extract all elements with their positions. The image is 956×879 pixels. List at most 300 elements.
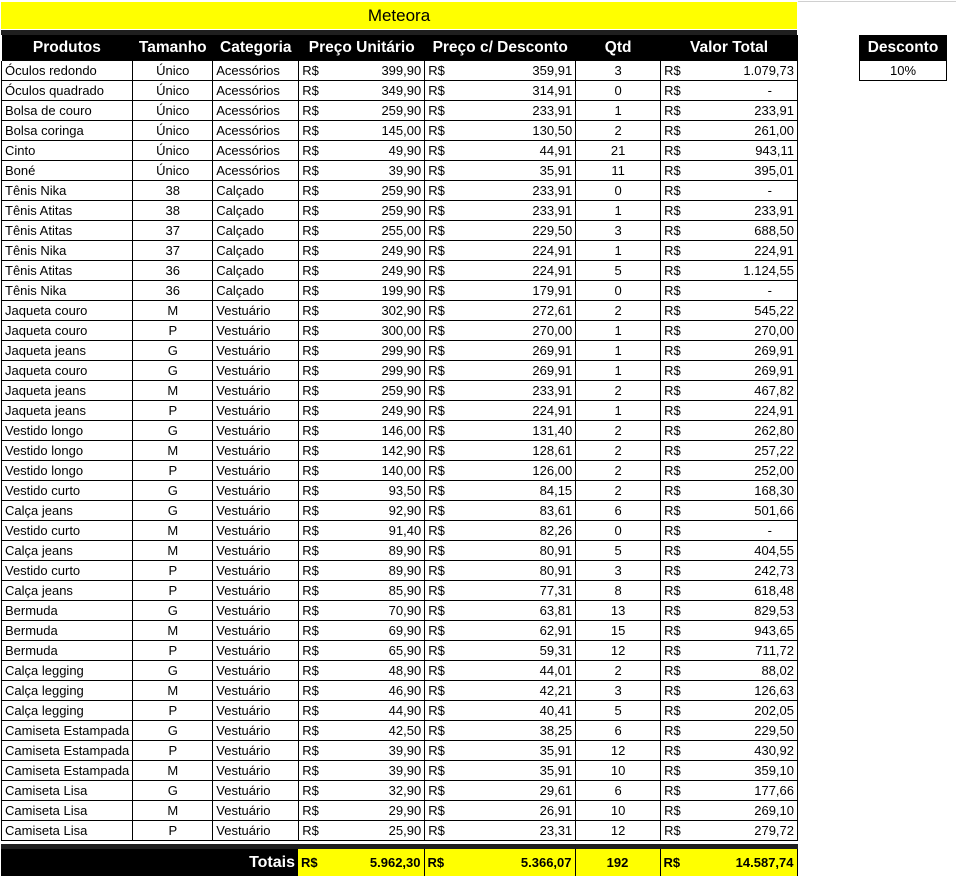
product-category[interactable]: Calçado (213, 221, 299, 241)
quantity[interactable]: 0 (576, 81, 661, 101)
unit-price-cell[interactable] (299, 581, 425, 601)
quantity[interactable]: 6 (576, 781, 661, 801)
product-name[interactable]: Tênis Atitas (2, 221, 133, 241)
total-value-cell[interactable] (661, 201, 798, 221)
discount-price-cell[interactable] (425, 821, 576, 841)
quantity[interactable]: 13 (576, 601, 661, 621)
discount-price-cell[interactable] (425, 521, 576, 541)
product-category[interactable]: Vestuário (213, 341, 299, 361)
product-category[interactable]: Vestuário (213, 581, 299, 601)
product-category[interactable]: Vestuário (213, 601, 299, 621)
header-produtos[interactable]: Produtos (2, 35, 133, 61)
unit-price-cell[interactable] (299, 461, 425, 481)
product-name[interactable]: Tênis Nika (2, 181, 133, 201)
total-value-cell[interactable] (661, 121, 798, 141)
product-category[interactable]: Vestuário (213, 801, 299, 821)
header-preco-desconto[interactable]: Preço c/ Desconto (425, 35, 576, 61)
product-name[interactable]: Jaqueta jeans (2, 341, 133, 361)
unit-price-cell[interactable] (299, 441, 425, 461)
product-name[interactable]: Tênis Atitas (2, 201, 133, 221)
unit-price-cell[interactable] (299, 501, 425, 521)
product-name[interactable]: Bermuda (2, 601, 133, 621)
product-size[interactable]: 38 (133, 201, 213, 221)
product-category[interactable]: Acessórios (213, 61, 299, 81)
unit-price-cell[interactable] (299, 801, 425, 821)
unit-price-cell[interactable] (299, 641, 425, 661)
discount-price-cell[interactable] (425, 441, 576, 461)
product-size[interactable]: M (133, 621, 213, 641)
total-value-cell[interactable] (660, 849, 797, 876)
product-category[interactable]: Vestuário (213, 641, 299, 661)
total-value-cell[interactable] (661, 541, 798, 561)
quantity[interactable]: 5 (576, 261, 661, 281)
product-name[interactable]: Tênis Atitas (2, 261, 133, 281)
quantity[interactable]: 3 (576, 221, 661, 241)
product-size[interactable]: Único (133, 121, 213, 141)
product-category[interactable]: Vestuário (213, 821, 299, 841)
total-value-cell[interactable] (661, 101, 798, 121)
discount-price-cell[interactable] (425, 761, 576, 781)
product-category[interactable]: Calçado (213, 241, 299, 261)
discount-price-cell[interactable] (425, 301, 576, 321)
unit-price-cell[interactable] (299, 521, 425, 541)
total-value-cell[interactable] (661, 481, 798, 501)
quantity[interactable]: 2 (576, 661, 661, 681)
unit-price-cell[interactable] (299, 81, 425, 101)
product-size[interactable]: Único (133, 101, 213, 121)
unit-price-cell[interactable] (299, 621, 425, 641)
unit-price-cell[interactable] (299, 261, 425, 281)
unit-price-cell[interactable] (299, 121, 425, 141)
discount-price-cell[interactable] (425, 661, 576, 681)
unit-price-cell[interactable] (299, 221, 425, 241)
product-size[interactable]: P (133, 561, 213, 581)
total-value: 126,63 (754, 683, 794, 698)
header-tamanho[interactable]: Tamanho (133, 35, 213, 61)
product-category[interactable]: Vestuário (213, 621, 299, 641)
product-size[interactable]: G (133, 421, 213, 441)
unit-price-cell[interactable] (299, 61, 425, 81)
quantity[interactable]: 8 (576, 581, 661, 601)
product-size[interactable]: Único (133, 161, 213, 181)
product-name[interactable]: Vestido curto (2, 521, 133, 541)
quantity[interactable]: 0 (576, 521, 661, 541)
total-value-cell[interactable] (661, 601, 798, 621)
product-name[interactable]: Tênis Nika (2, 241, 133, 261)
product-name[interactable]: Camiseta Estampada (2, 741, 133, 761)
product-category[interactable]: Calçado (213, 261, 299, 281)
product-size[interactable]: M (133, 681, 213, 701)
discount-price: 38,25 (539, 723, 573, 738)
product-size[interactable]: M (133, 541, 213, 561)
product-name[interactable]: Camiseta Lisa (2, 781, 133, 801)
unit-price-cell[interactable] (299, 181, 425, 201)
discount-header[interactable]: Desconto (859, 35, 947, 61)
product-name[interactable]: Camiseta Estampada (2, 721, 133, 741)
unit-price-cell[interactable] (299, 601, 425, 621)
total-value-cell[interactable] (661, 621, 798, 641)
unit-price: 259,90 (381, 383, 422, 398)
product-size[interactable]: Único (133, 61, 213, 81)
quantity[interactable]: 2 (576, 441, 661, 461)
discount-price-cell[interactable] (425, 481, 576, 501)
quantity[interactable]: 0 (576, 181, 661, 201)
product-size[interactable]: G (133, 661, 213, 681)
product-size[interactable]: Único (133, 81, 213, 101)
quantity[interactable]: 1 (576, 241, 661, 261)
total-value-cell[interactable] (661, 141, 798, 161)
quantity[interactable]: 2 (576, 301, 661, 321)
product-category[interactable]: Vestuário (213, 361, 299, 381)
product-size[interactable]: M (133, 761, 213, 781)
product-name[interactable]: Bermuda (2, 641, 133, 661)
quantity[interactable]: 6 (576, 501, 661, 521)
currency-label: R$ (302, 763, 319, 778)
product-name[interactable]: Bolsa coringa (2, 121, 133, 141)
product-category[interactable]: Vestuário (213, 521, 299, 541)
quantity[interactable]: 1 (576, 321, 661, 341)
discount-price-cell[interactable] (425, 721, 576, 741)
total-value-cell[interactable] (661, 381, 798, 401)
quantity[interactable]: 1 (576, 341, 661, 361)
quantity[interactable]: 3 (576, 681, 661, 701)
product-size[interactable]: P (133, 321, 213, 341)
unit-price-cell[interactable] (299, 721, 425, 741)
discount-price-cell[interactable] (425, 801, 576, 821)
product-name[interactable]: Vestido longo (2, 461, 133, 481)
product-size[interactable]: P (133, 581, 213, 601)
total-value-cell[interactable] (661, 701, 798, 721)
discount-price-cell[interactable] (425, 681, 576, 701)
product-name[interactable]: Camiseta Lisa (2, 801, 133, 821)
total-value-cell[interactable] (661, 741, 798, 761)
product-name[interactable]: Boné (2, 161, 133, 181)
unit-price-cell[interactable] (299, 661, 425, 681)
product-category[interactable]: Vestuário (213, 721, 299, 741)
total-value-cell[interactable] (661, 681, 798, 701)
product-size[interactable]: P (133, 741, 213, 761)
product-category[interactable]: Vestuário (213, 681, 299, 701)
unit-price-cell[interactable] (299, 201, 425, 221)
discount-price-cell[interactable] (425, 501, 576, 521)
quantity[interactable]: 3 (576, 61, 661, 81)
discount-price-cell[interactable] (425, 461, 576, 481)
header-valor-total[interactable]: Valor Total (661, 35, 798, 61)
discount-price-cell[interactable] (425, 161, 576, 181)
total-value-cell[interactable] (661, 81, 798, 101)
product-name[interactable]: Calça legging (2, 701, 133, 721)
product-category[interactable]: Acessórios (213, 81, 299, 101)
product-category[interactable]: Vestuário (213, 301, 299, 321)
product-name[interactable]: Calça legging (2, 661, 133, 681)
discount-price-cell[interactable] (425, 201, 576, 221)
product-category[interactable]: Acessórios (213, 161, 299, 181)
product-name[interactable]: Calça legging (2, 681, 133, 701)
unit-price-cell[interactable] (299, 381, 425, 401)
total-value-cell[interactable] (661, 781, 798, 801)
total-value-cell[interactable] (661, 301, 798, 321)
product-category[interactable]: Acessórios (213, 121, 299, 141)
product-name[interactable]: Cinto (2, 141, 133, 161)
total-value-cell[interactable] (661, 401, 798, 421)
product-name[interactable]: Óculos quadrado (2, 81, 133, 101)
total-value-cell[interactable] (661, 801, 798, 821)
quantity[interactable]: 12 (576, 741, 661, 761)
unit-price-cell[interactable] (299, 701, 425, 721)
product-size[interactable]: G (133, 721, 213, 741)
discount-price: 270,00 (532, 323, 573, 338)
quantity[interactable]: 11 (576, 161, 661, 181)
total-value-cell[interactable] (661, 661, 798, 681)
product-category[interactable]: Calçado (213, 201, 299, 221)
total-value-cell[interactable] (661, 281, 798, 301)
unit-price-cell[interactable] (299, 141, 425, 161)
product-name[interactable]: Bolsa de couro (2, 101, 133, 121)
quantity[interactable]: 2 (576, 421, 661, 441)
product-category[interactable]: Vestuário (213, 541, 299, 561)
discount-price-cell[interactable] (425, 621, 576, 641)
unit-price-cell[interactable] (299, 361, 425, 381)
product-size[interactable]: 38 (133, 181, 213, 201)
product-size[interactable]: P (133, 461, 213, 481)
unit-price-cell[interactable] (299, 481, 425, 501)
header-preco-unitario[interactable]: Preço Unitário (299, 35, 425, 61)
currency-label: R$ (302, 263, 319, 278)
product-category[interactable]: Calçado (213, 281, 299, 301)
unit-price-cell[interactable] (299, 781, 425, 801)
product-name[interactable]: Jaqueta jeans (2, 401, 133, 421)
total-value-cell[interactable] (661, 461, 798, 481)
product-size[interactable]: 37 (133, 241, 213, 261)
discount-value[interactable]: 10% (859, 61, 947, 81)
total-value-cell[interactable] (661, 61, 798, 81)
product-category[interactable]: Vestuário (213, 661, 299, 681)
quantity[interactable]: 1 (576, 101, 661, 121)
total-value-cell[interactable] (661, 241, 798, 261)
product-size[interactable]: G (133, 341, 213, 361)
discount-price-cell[interactable] (425, 281, 576, 301)
product-category[interactable]: Vestuário (213, 741, 299, 761)
quantity[interactable]: 6 (576, 721, 661, 741)
product-name[interactable]: Calça jeans (2, 501, 133, 521)
total-qty[interactable]: 192 (575, 849, 660, 876)
total-value: 262,80 (754, 423, 794, 438)
unit-price-cell[interactable] (299, 301, 425, 321)
unit-price-cell[interactable] (299, 161, 425, 181)
product-category[interactable]: Vestuário (213, 321, 299, 341)
unit-price-cell[interactable] (299, 321, 425, 341)
currency-label: R$ (428, 263, 445, 278)
total-value-cell[interactable] (661, 361, 798, 381)
total-value-cell[interactable] (661, 641, 798, 661)
product-name[interactable]: Bermuda (2, 621, 133, 641)
discount-price-cell[interactable] (425, 141, 576, 161)
unit-price: 199,90 (381, 283, 422, 298)
product-size[interactable]: G (133, 601, 213, 621)
sheet-title[interactable]: Meteora (1, 2, 797, 29)
product-size[interactable]: M (133, 381, 213, 401)
product-category[interactable]: Vestuário (213, 761, 299, 781)
total-value-cell[interactable] (661, 341, 798, 361)
product-size[interactable]: P (133, 401, 213, 421)
quantity[interactable]: 12 (576, 641, 661, 661)
discount-price-cell[interactable] (425, 381, 576, 401)
unit-price-cell[interactable] (299, 401, 425, 421)
total-value-cell[interactable] (661, 521, 798, 541)
discount-price-cell[interactable] (425, 341, 576, 361)
product-name[interactable]: Tênis Nika (2, 281, 133, 301)
product-size[interactable]: Único (133, 141, 213, 161)
total-value-cell[interactable] (661, 561, 798, 581)
product-category[interactable]: Vestuário (213, 401, 299, 421)
product-size[interactable]: P (133, 701, 213, 721)
product-category[interactable]: Vestuário (213, 421, 299, 441)
product-category[interactable]: Vestuário (213, 781, 299, 801)
unit-price-cell[interactable] (299, 761, 425, 781)
discount-price-cell[interactable] (425, 61, 576, 81)
quantity[interactable]: 2 (576, 381, 661, 401)
discount-price-cell[interactable] (425, 641, 576, 661)
total-value-cell[interactable] (661, 161, 798, 181)
discount-price-cell[interactable] (425, 601, 576, 621)
total-value-cell[interactable] (661, 581, 798, 601)
quantity[interactable]: 10 (576, 761, 661, 781)
discount-price-cell[interactable] (425, 781, 576, 801)
product-size[interactable]: P (133, 821, 213, 841)
total-value-cell[interactable] (661, 261, 798, 281)
quantity[interactable]: 0 (576, 281, 661, 301)
product-name[interactable]: Jaqueta couro (2, 301, 133, 321)
product-category[interactable]: Vestuário (213, 501, 299, 521)
unit-price-cell[interactable] (299, 741, 425, 761)
unit-price-cell[interactable] (299, 341, 425, 361)
discount-price-cell[interactable] (425, 261, 576, 281)
discount-price: 82,26 (539, 523, 573, 538)
product-size[interactable]: M (133, 441, 213, 461)
total-value-cell[interactable] (661, 181, 798, 201)
discount-price-cell[interactable] (425, 121, 576, 141)
unit-price-cell[interactable] (299, 561, 425, 581)
quantity[interactable]: 3 (576, 561, 661, 581)
quantity[interactable]: 21 (576, 141, 661, 161)
currency-label: R$ (428, 483, 445, 498)
product-name[interactable]: Calça jeans (2, 581, 133, 601)
header-categoria[interactable]: Categoria (213, 35, 299, 61)
product-name[interactable]: Vestido curto (2, 481, 133, 501)
quantity[interactable]: 1 (576, 401, 661, 421)
total-value-cell[interactable] (661, 821, 798, 841)
unit-price-cell[interactable] (299, 281, 425, 301)
product-category[interactable]: Calçado (213, 181, 299, 201)
total-value-cell[interactable] (661, 501, 798, 521)
product-category[interactable]: Vestuário (213, 701, 299, 721)
unit-price-cell[interactable] (299, 541, 425, 561)
product-size[interactable]: M (133, 301, 213, 321)
product-size[interactable]: 36 (133, 261, 213, 281)
quantity[interactable]: 5 (576, 701, 661, 721)
unit-price-cell[interactable] (299, 241, 425, 261)
total-value-cell[interactable] (661, 421, 798, 441)
discount-price-cell[interactable] (425, 741, 576, 761)
product-size[interactable]: G (133, 481, 213, 501)
product-name[interactable]: Camiseta Lisa (2, 821, 133, 841)
product-size[interactable]: M (133, 521, 213, 541)
product-size[interactable]: 36 (133, 281, 213, 301)
discount-price-cell[interactable] (425, 701, 576, 721)
currency-label: R$ (664, 523, 681, 538)
discount-price-cell[interactable] (425, 541, 576, 561)
discount-price-cell[interactable] (425, 581, 576, 601)
product-name[interactable]: Calça jeans (2, 541, 133, 561)
product-category[interactable]: Vestuário (213, 481, 299, 501)
discount-price-cell[interactable] (425, 221, 576, 241)
product-name[interactable]: Vestido longo (2, 421, 133, 441)
discount-price-cell[interactable] (425, 81, 576, 101)
product-category[interactable]: Vestuário (213, 441, 299, 461)
quantity[interactable]: 12 (576, 821, 661, 841)
totals-label[interactable]: Totais (1, 849, 298, 876)
product-category[interactable]: Acessórios (213, 101, 299, 121)
discount-price-cell[interactable] (425, 101, 576, 121)
header-qtd[interactable]: Qtd (576, 35, 661, 61)
product-size[interactable]: P (133, 641, 213, 661)
discount-price-cell[interactable] (425, 361, 576, 381)
product-name[interactable]: Jaqueta couro (2, 361, 133, 381)
total-value-cell[interactable] (661, 221, 798, 241)
product-name[interactable]: Óculos redondo (2, 61, 133, 81)
quantity[interactable]: 10 (576, 801, 661, 821)
quantity[interactable]: 15 (576, 621, 661, 641)
quantity[interactable]: 2 (576, 481, 661, 501)
quantity[interactable]: 2 (576, 461, 661, 481)
total-value-cell[interactable] (661, 441, 798, 461)
product-category[interactable]: Acessórios (213, 141, 299, 161)
product-name[interactable]: Camiseta Estampada (2, 761, 133, 781)
product-name[interactable]: Jaqueta couro (2, 321, 133, 341)
quantity[interactable]: 5 (576, 541, 661, 561)
quantity[interactable]: 1 (576, 361, 661, 381)
product-size[interactable]: M (133, 801, 213, 821)
discount-price-cell[interactable] (425, 321, 576, 341)
product-name[interactable]: Vestido curto (2, 561, 133, 581)
quantity[interactable]: 2 (576, 121, 661, 141)
discount-price-cell[interactable] (425, 421, 576, 441)
total-discount-price-cell[interactable] (424, 849, 575, 876)
product-name[interactable]: Vestido longo (2, 441, 133, 461)
product-size[interactable]: 37 (133, 221, 213, 241)
discount-price-cell[interactable] (425, 241, 576, 261)
product-size[interactable]: G (133, 781, 213, 801)
unit-price-cell[interactable] (299, 681, 425, 701)
total-value-cell[interactable] (661, 761, 798, 781)
discount-price-cell[interactable] (425, 181, 576, 201)
unit-price-cell[interactable] (299, 421, 425, 441)
unit-price-cell[interactable] (299, 101, 425, 121)
discount-price-cell[interactable] (425, 401, 576, 421)
total-unit-price-cell[interactable] (298, 849, 424, 876)
product-size[interactable]: G (133, 501, 213, 521)
unit-price-cell[interactable] (299, 821, 425, 841)
quantity[interactable]: 1 (576, 201, 661, 221)
product-category[interactable]: Vestuário (213, 381, 299, 401)
product-size[interactable]: G (133, 361, 213, 381)
product-name[interactable]: Jaqueta jeans (2, 381, 133, 401)
total-value-cell[interactable] (661, 321, 798, 341)
product-category[interactable]: Vestuário (213, 561, 299, 581)
discount-price-cell[interactable] (425, 561, 576, 581)
product-category[interactable]: Vestuário (213, 461, 299, 481)
total-value-cell[interactable] (661, 721, 798, 741)
